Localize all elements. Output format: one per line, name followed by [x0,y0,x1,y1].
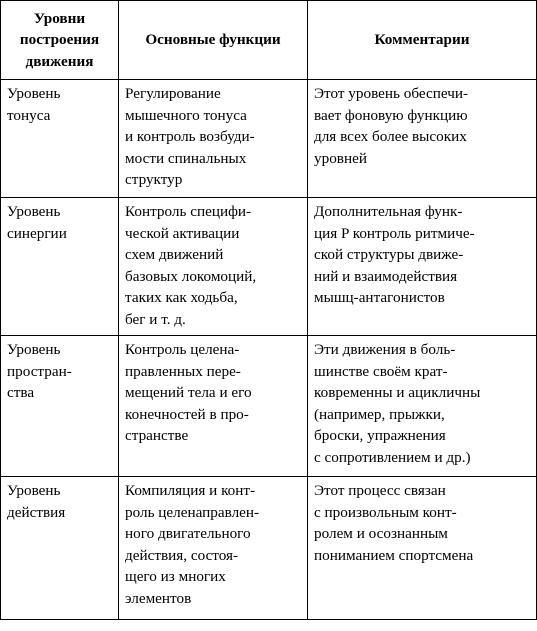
header-functions: Основные функции [119,1,308,80]
functions-cell: Компиляция и конт- роль целенаправлен- ного двигательного действия, состоя- щего из многих элементов [119,477,308,620]
comments-cell: Эти движения в боль- шинстве своём крат- ковременны и ацикличны (например, прыжки, броски, упражнения с сопротивлением и др.) [308,336,537,477]
header-comments: Комментарии [308,1,537,80]
level-cell: Уровень тонуса [1,80,119,198]
table-row [1,477,537,620]
functions-cell: Контроль специфи- ческой активации схем движений базовых локомоций, таких как ходьба, бег и т. д. [119,198,308,336]
comments-cell: Этот уровень обеспечи- вает фоновую функцию для всех более высоких уровней [308,80,537,198]
comments-cell: Этот процесс связан с произвольным конт- ролем и осознанным пониманием спортсмена [308,477,537,620]
table-row [1,198,537,336]
level-cell: Уровень простран- ства [1,336,119,477]
level-cell: Уровень синергии [1,198,119,336]
functions-cell: Регулирование мышечного тонуса и контроль возбуди- мости спинальных структур [119,80,308,198]
table-header-row [1,1,537,80]
table-row [1,80,537,198]
table-row [1,336,537,477]
header-levels: Уровни построения движения [1,1,119,80]
level-cell: Уровень действия [1,477,119,620]
functions-cell: Контроль целена- правленных пере- мещений тела и его конечностей в про- странстве [119,336,308,477]
comments-cell: Дополнительная функ- ция P контроль ритмиче- ской структуры движе- ний и взаимодействия мышц-антагонистов [308,198,537,336]
